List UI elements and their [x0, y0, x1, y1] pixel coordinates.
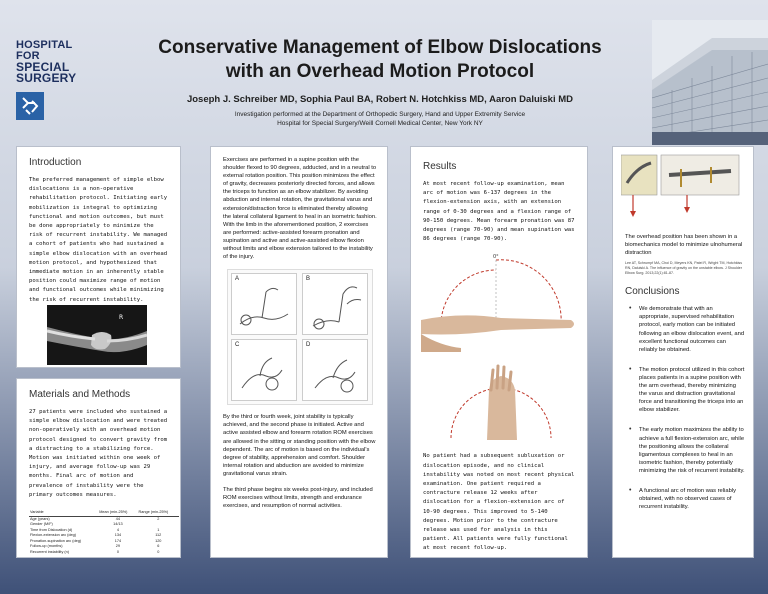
introduction-heading: Introduction: [29, 157, 82, 168]
list-item: • A functional arc of motion was reliably obtained, with no observed cases of recurrent instability.: [625, 487, 745, 511]
table-cell: 174: [114, 538, 122, 543]
exercise-figure: [227, 269, 373, 405]
table-cell: Pronation-supination arc (deg): [30, 538, 82, 543]
sketch-label-a: A: [235, 276, 240, 283]
sketch-label-b: B: [306, 276, 311, 283]
list-item: • We demonstrate that with an appropriate, supervised rehabilitation protocol, early motion can be initiated following an elbow dislocation event, and excellent functional outcomes can reliably be obtained.: [625, 305, 745, 354]
conclusions-panel: [612, 146, 754, 558]
table-cell: Flexion-extension arc (deg): [30, 533, 77, 538]
title-line-2: with an Overhead Motion Protocol: [225, 61, 535, 82]
svg-text:R: R: [119, 314, 124, 321]
logo-line-2: FOR: [16, 50, 40, 62]
arm-extension-photo: [421, 250, 581, 352]
table-cell: 14/13: [113, 522, 123, 527]
table-header: Variable: [29, 510, 98, 516]
poster-header: [0, 0, 768, 150]
protocol-text-2: By the third or fourth week, joint stability is typically achieved, and the second phase is initiated. Active and active assisted elbow and forearm rotation ROM exercises are allowed in the sitting or standing position with the elbow dependent. The arc of motion is based on the individual's degree of stability, apprehension and comfort. Shoulder internal rotation and abduction are avoided to minimize gravitational varus strain.: [223, 414, 376, 477]
table-cell: Recurrent instability (n): [30, 549, 70, 554]
table-cell: Time from Dislocation (d): [30, 527, 73, 532]
results-text-2: No patient had a subsequent subluxation or dislocation episode, and no clinical instability was noted on most recent physical examination. One patient required a contracture release 12 weeks after dislocation for a flexion-extension arc of 10-90 degrees. This improved to 5-140 degrees. Motion prior to the contracture release was used for analysis in this patient. All patients were fully functional at most recent follow-up.: [423, 453, 575, 552]
exercise-sketch-c: [231, 339, 297, 401]
table-cell: 134: [114, 533, 122, 538]
table-cell: 6: [157, 544, 160, 549]
reference-citation: Lee AT, Schrumpf MA, Choi D, Meyers KN, Patel R, Wright TM, Hotchkiss RN, Daluiski A. The influence of gravity on the unstable elbow. J Shoulder Elbow Surg. 2013;22(1):81-87.: [625, 261, 743, 276]
hss-logo: [16, 40, 86, 120]
affiliation-line-1: Investigation performed at the Department of Orthopedic Surgery, Hand and Upper Extremity Service: [234, 111, 526, 118]
title-line-1: Conservative Management of Elbow Dislocations: [158, 37, 602, 58]
protocol-text-3: The third phase begins six weeks post-injury, and included ROM exercises without limits, strength and endurance exercises, and resumption of normal activities.: [223, 486, 373, 510]
methods-panel: [16, 378, 181, 558]
table-row: [29, 550, 179, 556]
exercise-sketch-d: [302, 339, 368, 401]
table-cell: Gender (M/F): [30, 522, 53, 527]
demographics-table: [29, 510, 179, 555]
hospital-building-photo: [652, 20, 768, 145]
introduction-text: The preferred management of simple elbow dislocations is a non-operative rehabilitation protocol. Initiating early mobilization is integral to optimizing functional and motion outcomes, but must be done appropriately to minimize the risk of recurrent instability. We managed a cohort of patients who had sustained a simple elbow dislocation with an overhead motion protocol, and hypothesized that immediate motion in an inherently stable position could maximize range of motion and functional outcomes while minimizing the risk of recurrent instability.: [29, 177, 168, 303]
results-panel: [410, 146, 588, 558]
table-cell: 120: [155, 538, 162, 543]
table-cell: 29: [115, 544, 120, 549]
exercise-sketch-b: [302, 273, 368, 335]
table-cell: 44: [115, 516, 120, 521]
methods-heading: Materials and Methods: [29, 389, 131, 400]
angle-label: 0°: [493, 254, 499, 261]
table-cell: 1: [157, 527, 160, 532]
elbow-xray-image: [47, 305, 147, 365]
logo-line-1: HOSPITAL: [16, 39, 73, 51]
methods-text: 27 patients were included who sustained a simple elbow dislocation and were treated non-operatively with an overhead motion protocol designed to convert gravity from a distracting to a stabilizing force. Motion was initiated within one week of injury, and average follow-up was 29 months. Final arc of motion and prevalence of instability were the primary outcomes measures.: [29, 409, 168, 498]
forearm-rotation-photo: [421, 356, 581, 446]
table-header: Mean (min-25%): [98, 510, 137, 516]
list-item: • The motion protocol utilized in this cohort places patients in a supine position with the arm overhead, thereby minimizing the varus and distraction gravitational force and transitioning the triceps into an elbow stabilizer.: [625, 366, 745, 415]
exercise-sketch-a: [231, 273, 297, 335]
table-cell: 2: [157, 516, 160, 521]
results-text-1: At most recent follow-up examination, mean arc of motion was 6-137 degrees in the flexion-extension axis, with an extension range of 0-30 degrees and a flexion range of 90-150 degrees. Mean forearm pronation was 87 degrees (range 70-90) and mean supination was 86 degrees (range 70-90).: [423, 181, 575, 243]
table-cell: Age (years): [30, 516, 50, 521]
affiliation: [110, 110, 650, 128]
logo-line-4: SURGERY: [16, 71, 77, 85]
sketch-label-c: C: [235, 342, 240, 349]
table-cell: 0: [116, 549, 119, 554]
table-cell: 4: [116, 527, 119, 532]
table-cell: 0: [157, 549, 160, 554]
authors: Joseph J. Schreiber MD, Sophia Paul BA, Robert N. Hotchkiss MD, Aaron Daluiski MD: [186, 94, 574, 105]
conclusions-list: [625, 305, 745, 511]
table-cell: Follow-up (months): [30, 544, 63, 549]
protocol-panel: [210, 146, 388, 558]
biomechanics-model-image: [621, 153, 741, 229]
sketch-label-d: D: [306, 342, 311, 349]
poster-title: [110, 36, 650, 84]
affiliation-line-2: Hospital for Special Surgery/Weill Cornell Medical Center, New York NY: [277, 120, 483, 127]
table-cell: 112: [155, 533, 162, 538]
logo-line-3: SPECIAL: [16, 60, 70, 74]
conclusions-heading: Conclusions: [625, 286, 680, 298]
introduction-panel: [16, 146, 181, 368]
list-item: • The early motion maximizes the ability to achieve a full flexion-extension arc, while the positioning allows the collateral ligamentous complexes to heal in an isometric fashion, thereby potentially minimizing the risk of recurrent instability.: [625, 426, 745, 475]
protocol-text-1: Exercises are performed in a supine position with the shoulder flexed to 90 degrees, adducted, and in a neutral to external rotation position. This position minimizes the effect of gravity, decreases posteriorly directed forces, and allows the triceps to function as an elbow stabilizer. By avoiding abduction and internal rotation, the gravitational varus and extension/distraction force is eliminated thereby allowing the lateral collateral ligament to heal in an isometric fashion. With the limb in the aforementioned position, 2 exercises are performed: active-assisted forearm pronation and supination and active and active-assisted elbow flexion without limits and elbow extension tailored to the instability of the injury.: [223, 157, 377, 261]
table-header: Range (min-25%): [138, 510, 179, 516]
model-caption: The overhead position has been shown in a biomechanics model to minimize ulnohumeral distraction: [625, 234, 743, 257]
hss-mark-icon: [16, 92, 44, 120]
results-heading: Results: [423, 161, 457, 172]
